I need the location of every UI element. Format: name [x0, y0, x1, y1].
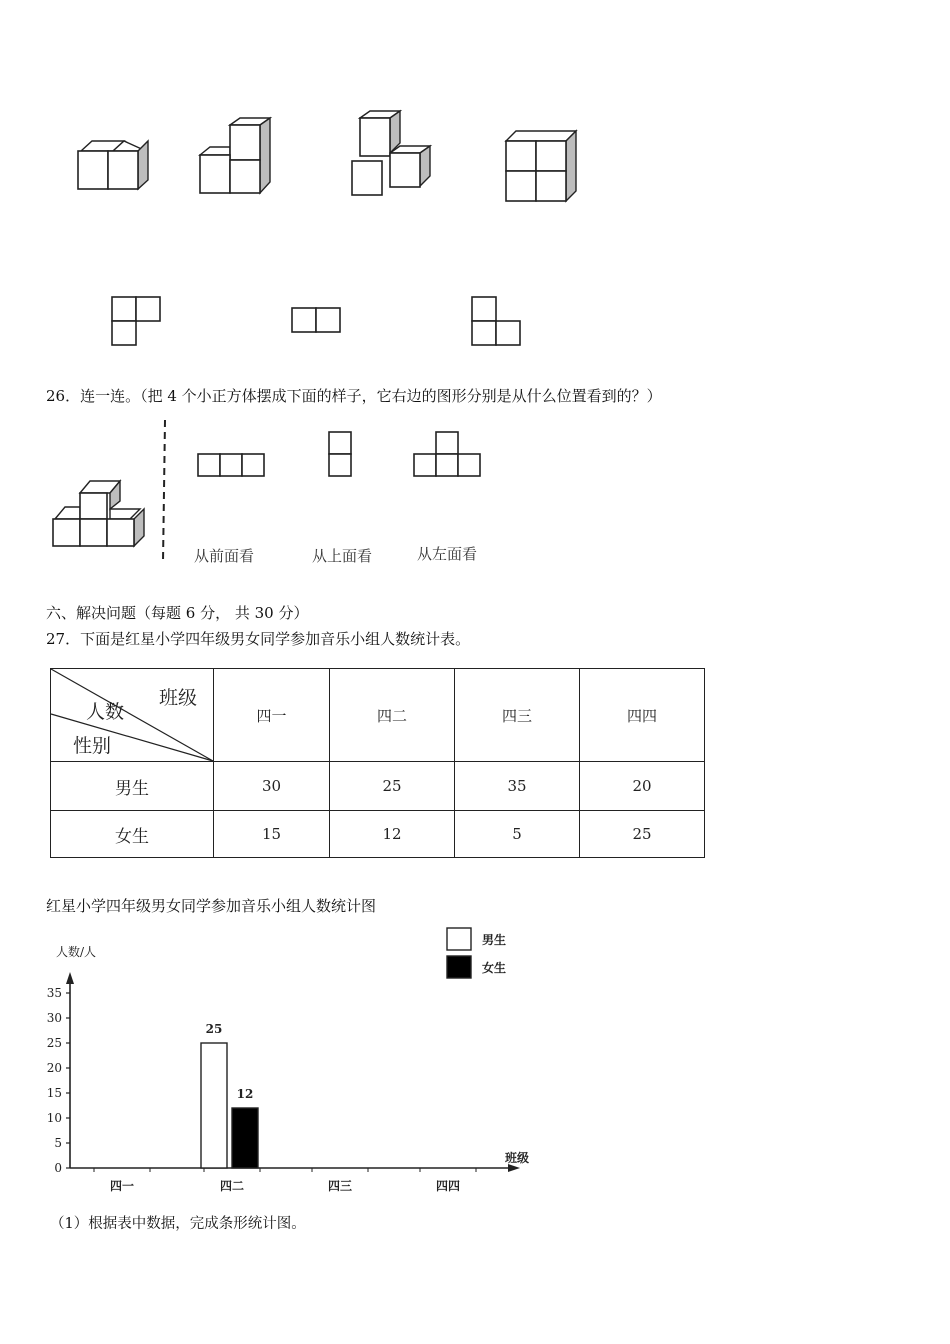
label-front-view: 从前面看: [194, 547, 255, 565]
bar-chart: [0, 920, 560, 1210]
y-axis-label: 人数/人: [56, 945, 97, 959]
section-6-heading: 六、解决问题（每题 6 分， 共 30 分）: [46, 604, 309, 622]
question-27-text: 27．下面是红星小学四年级男女同学参加音乐小组人数统计表。: [46, 630, 471, 648]
table-row: [51, 762, 705, 811]
view-shape-3: [470, 296, 525, 348]
legend-swatch-boys: [447, 928, 471, 950]
y-tick-label: 20: [46, 1061, 62, 1075]
table-row: [51, 811, 705, 858]
cube-figure-q26: [50, 476, 160, 551]
row-label: 女生: [51, 811, 214, 858]
bar-data-label: 12: [236, 1087, 254, 1101]
y-axis-arrow: [66, 972, 74, 984]
legend-label: 男生: [482, 933, 507, 947]
x-axis-label: 班级: [505, 1151, 530, 1165]
y-tick-label: 30: [46, 1011, 62, 1025]
table-cell: 35: [455, 762, 580, 811]
chart-title: 红星小学四年级男女同学参加音乐小组人数统计图: [46, 897, 377, 915]
cube-figure-4: [502, 128, 582, 208]
bar-data-label: 25: [205, 1022, 223, 1036]
table-header-cell: 四三: [455, 669, 580, 762]
cube-figure-1: [74, 136, 154, 196]
label-left-view: 从左面看: [417, 545, 478, 563]
view-front: [196, 452, 268, 480]
view-top: [327, 430, 355, 480]
view-shape-1: [110, 296, 165, 348]
table-cell: 25: [580, 811, 705, 858]
table-header-cell: 四二: [330, 669, 455, 762]
question-26-text: 26．连一连。（把 4 个小正方体摆成下面的样子，它右边的图形分别是从什么位置看到的？）: [46, 387, 662, 405]
x-axis-arrow: [508, 1164, 520, 1172]
legend-swatch-girls: [447, 956, 471, 978]
cube-figure-2: [196, 120, 276, 200]
divider-dashed-line: [160, 420, 170, 565]
x-tick-label: 四一: [109, 1179, 135, 1193]
table-cell: 12: [330, 811, 455, 858]
table-cell: 25: [330, 762, 455, 811]
x-tick-label: 四四: [435, 1179, 461, 1193]
table-cell: 20: [580, 762, 705, 811]
corner-label-gender: 性别: [73, 735, 112, 757]
cube-figure-3: [348, 113, 438, 198]
y-tick-label: 5: [54, 1136, 62, 1150]
x-tick-label: 四三: [327, 1179, 353, 1193]
y-tick-label: 35: [46, 986, 62, 1000]
x-tick-label: 四二: [219, 1179, 245, 1193]
y-tick-label: 0: [54, 1161, 62, 1175]
bar-boys-四二: [201, 1043, 227, 1168]
table-cell: 15: [214, 811, 330, 858]
corner-label-count: 人数: [86, 701, 125, 723]
y-tick-label: 25: [46, 1036, 62, 1050]
stats-table: [50, 668, 705, 858]
corner-label-class: 班级: [159, 687, 198, 709]
table-cell: 5: [455, 811, 580, 858]
view-shape-2: [290, 306, 345, 336]
y-tick-label: 10: [46, 1111, 62, 1125]
label-top-view: 从上面看: [312, 547, 373, 565]
bar-girls-四二: [232, 1108, 258, 1168]
y-tick-label: 15: [46, 1086, 62, 1100]
table-header-cell: 四四: [580, 669, 705, 762]
table-cell: 30: [214, 762, 330, 811]
sub-question-1: （1）根据表中数据，完成条形统计图。: [50, 1216, 306, 1232]
view-left: [412, 430, 486, 480]
table-corner-cell: [51, 669, 214, 762]
table-header-cell: 四一: [214, 669, 330, 762]
legend-label: 女生: [482, 961, 507, 975]
row-label: 男生: [51, 762, 214, 811]
